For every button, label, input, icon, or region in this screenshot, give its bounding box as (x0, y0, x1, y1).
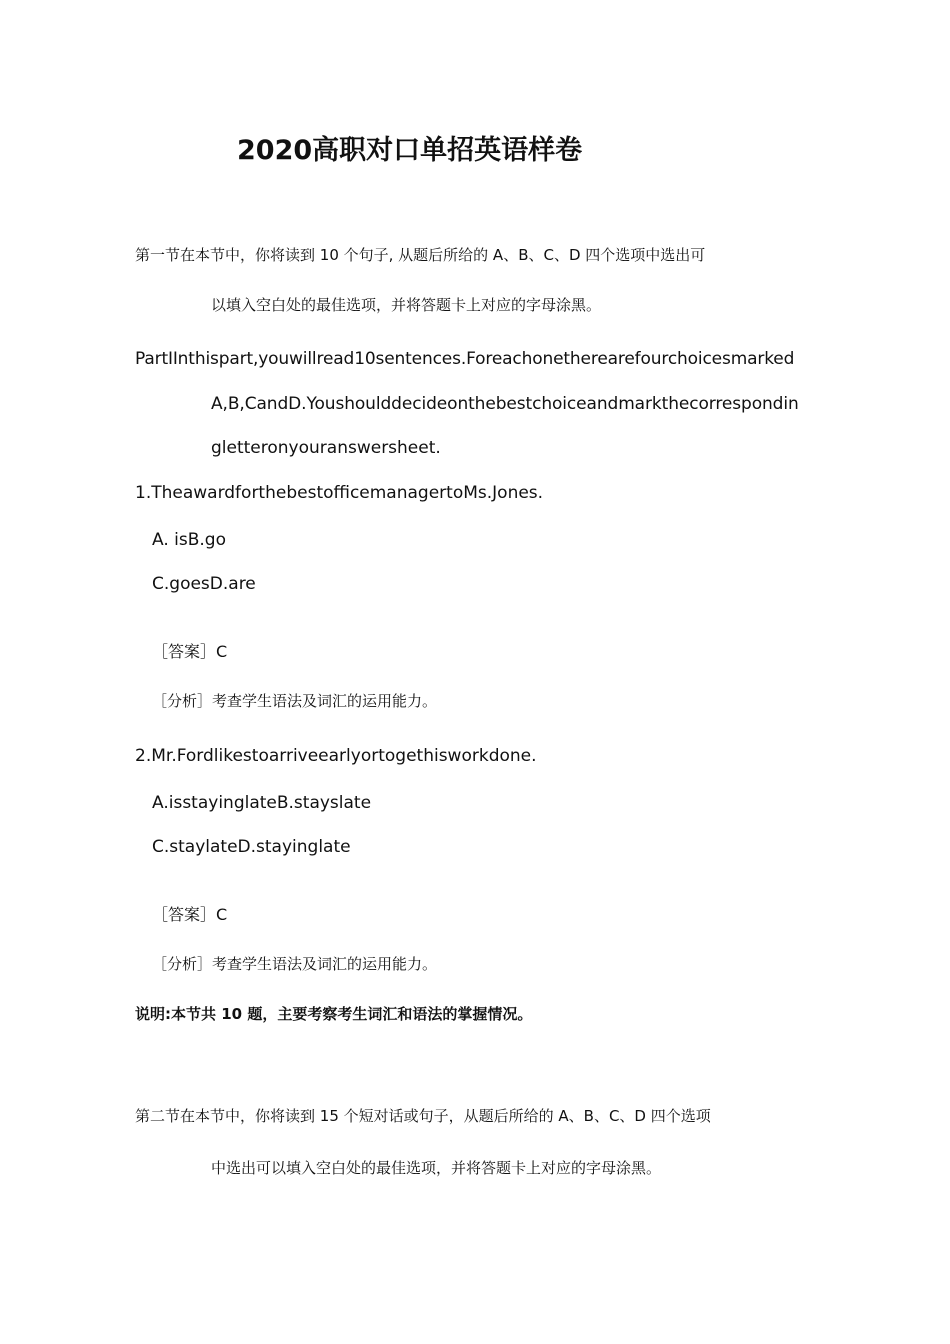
question-1-answer: ［答案］C (152, 642, 228, 661)
question-1-stem: 1.TheawardforthebestofficemanagertoMs.Jones. (135, 483, 544, 503)
section1-english-line3: gletteronyouranswersheet. (211, 438, 441, 458)
question-1-options-line1: A. isB.go (152, 530, 226, 550)
section2-instruction-line1: 第二节在本节中，你将读到 15 个短对话或句子，从题后所给的 A、B、C、D 四个选项 (135, 1107, 711, 1125)
question-2-options-line2: C.staylateD.stayinglate (152, 837, 351, 857)
section1-english-line1: PartIInthispart,youwillread10sentences.Foreachonetherearefourchoicesmarked (135, 349, 795, 369)
question-2-analysis: ［分析］考查学生语法及词汇的运用能力。 (152, 955, 438, 973)
section1-note: 说明:本节共 10 题，主要考察考生词汇和语法的掌握情况。 (135, 1005, 533, 1023)
question-1-options-line2: C.goesD.are (152, 574, 256, 594)
section1-english-line2: A,B,CandD.Youshoulddecideonthebestchoiceandmarkthecorrespondin (211, 394, 799, 414)
document-title: 2020高职对口单招英语样卷 (237, 135, 583, 166)
section1-instruction-line1: 第一节在本节中，你将读到 10 个句子, 从题后所给的 A、B、C、D 四个选项中选出可 (135, 246, 706, 264)
question-1-analysis: ［分析］考查学生语法及词汇的运用能力。 (152, 692, 438, 710)
question-2-answer: ［答案］C (152, 905, 228, 924)
section2-instruction-line2: 中选出可以填入空白处的最佳选项，并将答题卡上对应的字母涂黑。 (211, 1159, 662, 1177)
question-2-options-line1: A.isstayinglateB.stayslate (152, 793, 372, 813)
question-2-stem: 2.Mr.Fordlikestoarriveearlyortogethisworkdone. (135, 746, 537, 766)
section1-instruction-line2: 以填入空白处的最佳选项，并将答题卡上对应的字母涂黑。 (211, 296, 602, 314)
